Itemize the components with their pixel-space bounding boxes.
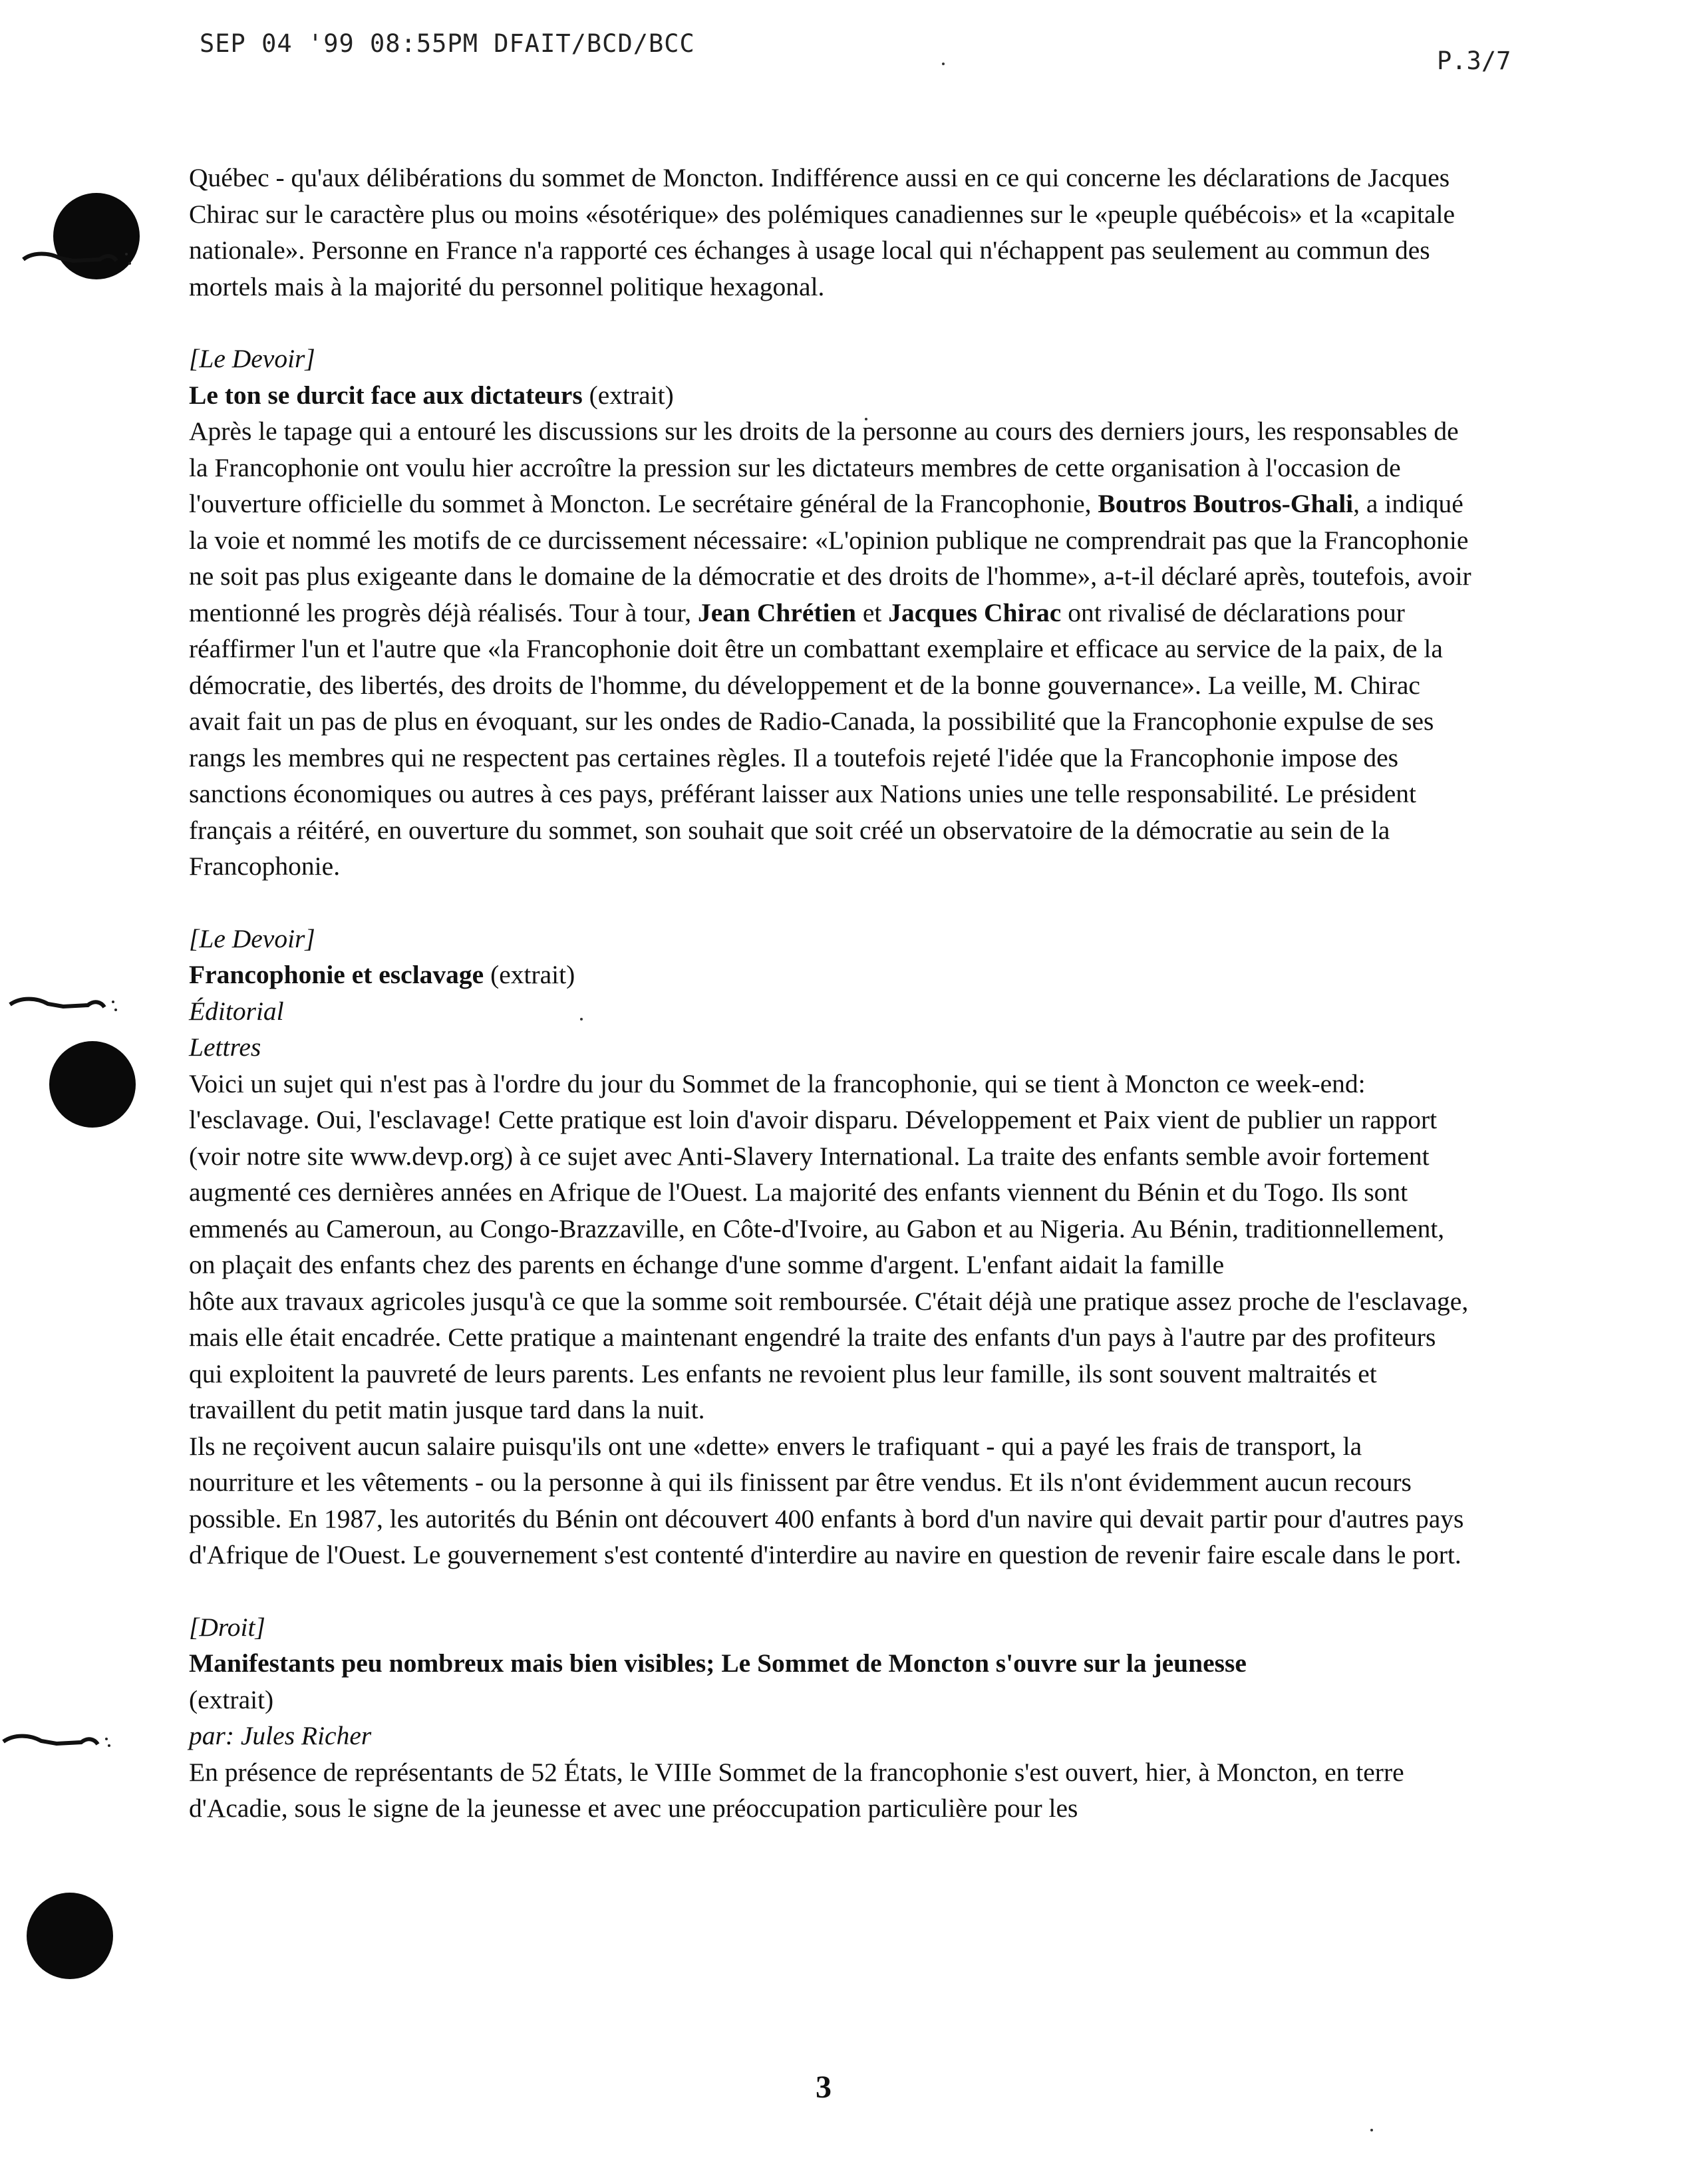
article-title-suffix: (extrait) bbox=[582, 380, 674, 410]
article-title-text: Le ton se durcit face aux dictateurs bbox=[189, 380, 583, 410]
person-name: Boutros Boutros-Ghali bbox=[1098, 489, 1354, 518]
article-byline: par: Jules Richer bbox=[189, 1721, 372, 1750]
article-body bbox=[189, 413, 1473, 885]
scan-mark-1 bbox=[20, 245, 133, 271]
person-name: Jean Chrétien bbox=[697, 597, 857, 627]
scan-mark-2 bbox=[7, 991, 120, 1018]
article-title-suffix: (extrait) bbox=[189, 1684, 274, 1714]
article-source: [Le Devoir] bbox=[189, 923, 315, 953]
fax-page-indicator: P.3/7 bbox=[1437, 47, 1511, 75]
article-source: [Le Devoir] bbox=[189, 344, 315, 373]
article-body: Ils ne reçoivent aucun salaire puisqu'ils ont une «dette» envers le trafiquant - qui a payé les frais de transport, la nourriture et les vêtements - ou la personne à qui ils finissent par être vendus. Et ils n'ont évidemment aucun recours possible. En 1987, les autorités du Bénin ont découvert 400 enfants à bord d'un navire qui devait partir pour d'autres pays d'Afrique de l'Ouest. Le gouvernement s'est contenté d'interdire au navire en question de revenir faire escale dans le port. bbox=[189, 1431, 1464, 1569]
article-esclavage bbox=[189, 921, 1473, 1573]
page-number: 3 bbox=[816, 2070, 832, 2105]
scan-speck bbox=[1370, 2129, 1373, 2131]
intro-paragraph: Québec - qu'aux délibérations du sommet de Moncton. Indifférence aussi en ce qui concerne les déclarations de Jacques Chirac sur le caractère plus ou moins «ésotérique» des polémiques canadiennes sur le «peuple québécois» et la «capitale nationale». Personne en France n'a rapporté ces échanges à usage local qui n'échappent pas seulement au commun des mortels mais à la majorité du personnel politique hexagonal. bbox=[189, 163, 1455, 301]
article-title-suffix: (extrait) bbox=[484, 960, 575, 989]
article-title bbox=[189, 377, 1473, 414]
article-rubric: Éditorial bbox=[189, 996, 284, 1026]
article-body: Voici un sujet qui n'est pas à l'ordre du jour du Sommet de la francophonie, qui se tient à Moncton ce week-end: l'esclavage. Oui, l'esclavage! Cette pratique est loin d'avoir disparu. Développement et Paix vient de publier un rapport (voir notre site www.devp.org) à ce sujet avec Anti-Slavery International. La traite des enfants semble avoir fortement augmenté ces dernières années en Afrique de l'Ouest. La majorité des enfants viennent du Bénin et du Togo. Ils sont emmenés au Cameroun, au Congo-Brazzaville, en Côte-d'Ivoire, au Gabon et au Nigeria. Au Bénin, traditionnellement, on plaçait des enfants chez des parents en échange d'une somme d'argent. L'enfant aidait la famille bbox=[189, 1068, 1445, 1279]
article-dictateurs bbox=[189, 341, 1473, 885]
article-source: [Droit] bbox=[189, 1612, 265, 1642]
article-jeunesse bbox=[189, 1609, 1473, 1827]
body-text: Après le tapage qui a entouré les discussions sur les droits de la personne au cours des derniers jours, les responsables de la Francophonie ont voulu hier accroître la pression sur les dictateurs membres de cette organisation à l'occasion de l'ouverture officielle du sommet à Moncton. Le secrétaire général de la Francophonie, bbox=[189, 416, 1459, 518]
article-body: En présence de représentants de 52 États, le VIIIe Sommet de la francophonie s'est ouvert, hier, à Moncton, en terre d'Acadie, sous le signe de la jeunesse et avec une préoccupation particulière pour les bbox=[189, 1757, 1404, 1823]
article-rubric: Lettres bbox=[189, 1032, 261, 1062]
punch-hole-bottom bbox=[27, 1893, 113, 1979]
fax-header: SEP 04 '99 08:55PM DFAIT/BCD/BCC bbox=[200, 29, 695, 58]
body-text: ont rivalisé de déclarations pour réaffirmer l'un et l'autre que «la Francophonie doit être un combattant exemplaire et efficace au service de la paix, de la démocratie, des libertés, des droits de l'homme, du développement et de la bonne gouvernance». La veille, M. Chirac avait fait un pas de plus en évoquant, sur les ondes de Radio-Canada, la possibilité que la Francophonie expulse de ses rangs les membres qui ne respectent pas certaines règles. Il a toutefois rejeté l'idée que la Francophonie impose des sanctions économiques ou autres à ces pays, préférant laisser aux Nations unies une telle responsabilité. Le président français a réitéré, en ouverture du sommet, son souhait que soit créé un observatoire de la démocratie au sein de la Francophonie. bbox=[189, 597, 1443, 881]
article-title-text: Francophonie et esclavage bbox=[189, 960, 484, 989]
person-name: Jacques Chirac bbox=[888, 597, 1062, 627]
article-title bbox=[189, 1645, 1473, 1682]
article-title bbox=[189, 957, 1473, 993]
document-body bbox=[189, 160, 1473, 1827]
body-text: et bbox=[856, 597, 889, 627]
body-text: , a indiqué la voie et nommé les motifs de ce durcissement nécessaire: «L'opinion publique ne comprendrait pas que la Francophonie ne soit pas plus exigeante dans le domaine de la démocratie et des droits de l'homme», a-t-il déclaré après, toutefois, avoir mentionné les progrès déjà réalisés. Tour à tour, bbox=[189, 489, 1471, 627]
punch-hole-middle bbox=[49, 1041, 136, 1128]
article-title-text: Manifestants peu nombreux mais bien visibles; Le Sommet de Moncton s'ouvre sur la jeunesse bbox=[189, 1648, 1247, 1678]
article-body: hôte aux travaux agricoles jusqu'à ce que la somme soit remboursée. C'était déjà une pratique assez proche de l'esclavage, mais elle était encadrée. Cette pratique a maintenant engendré la traite des enfants d'un pays à l'autre par des profiteurs qui exploitent la pauvreté de leurs parents. Les enfants ne revoient plus leur famille, ils sont souvent maltraités et travaillent du petit matin jusque tard dans la nuit. bbox=[189, 1286, 1469, 1424]
scan-mark-3 bbox=[0, 1728, 113, 1755]
scan-speck bbox=[942, 63, 945, 65]
